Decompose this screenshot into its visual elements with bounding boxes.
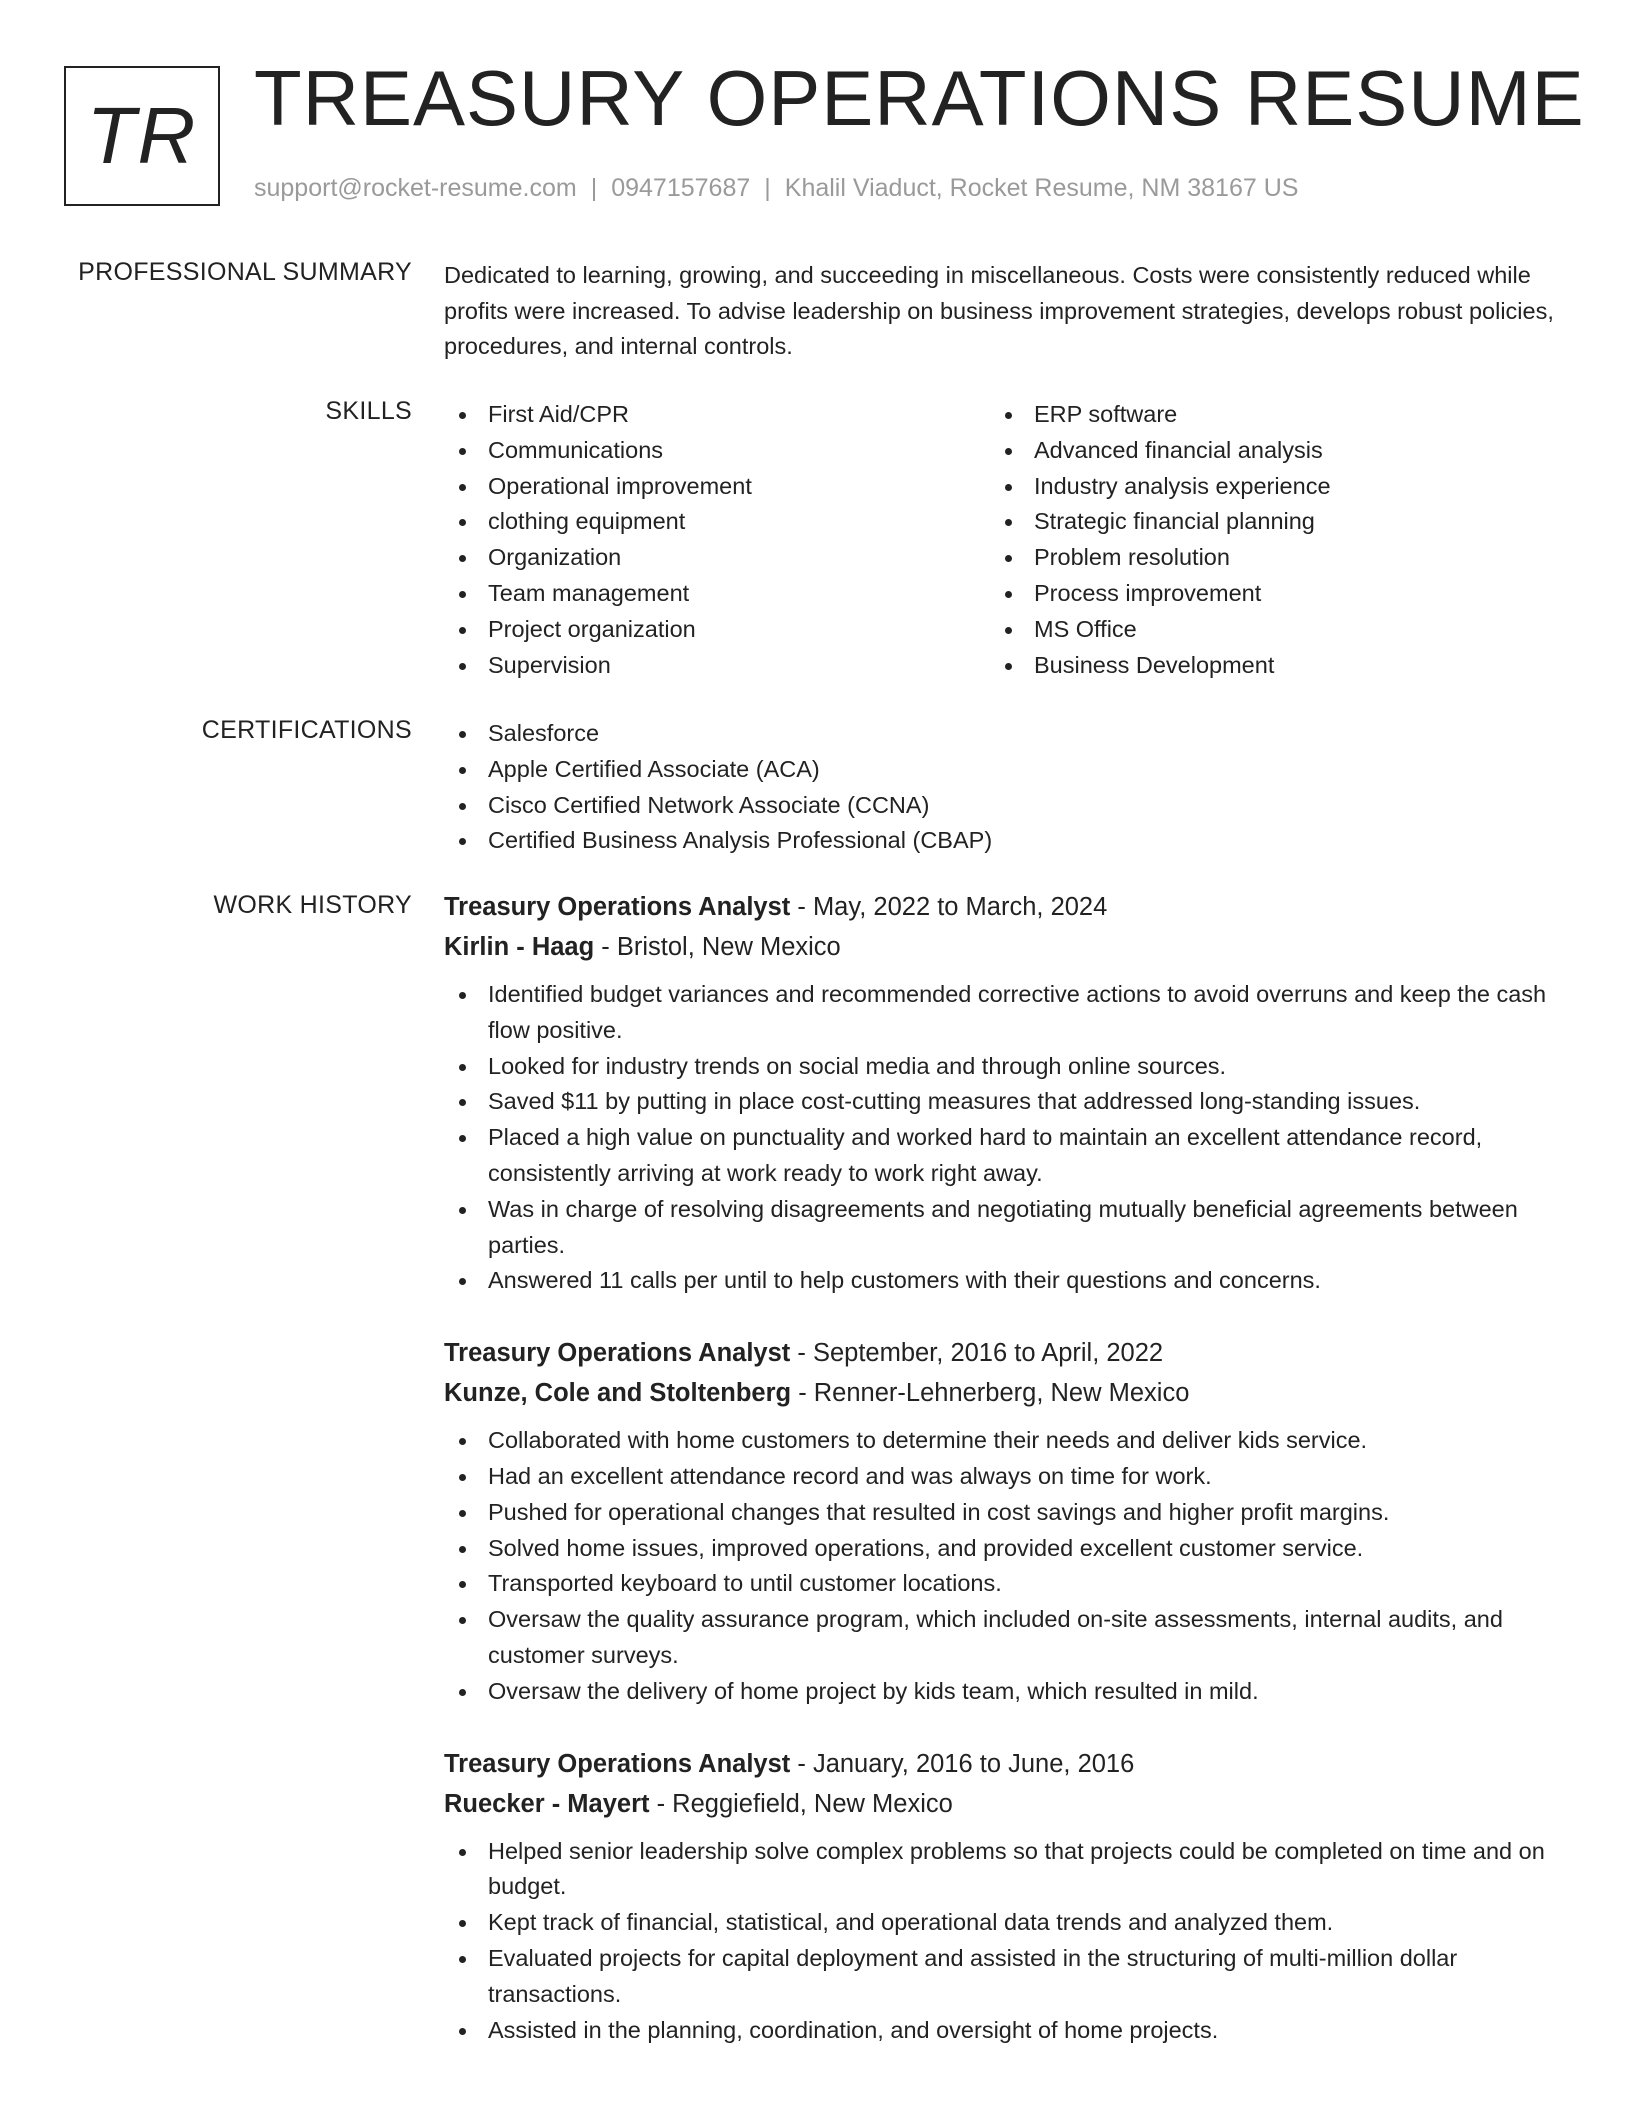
skill-item: Strategic financial planning <box>990 504 1536 540</box>
job-bullet: Collaborated with home customers to determine their needs and deliver kids service. <box>444 1423 1554 1459</box>
skill-item: MS Office <box>990 612 1536 648</box>
contact-phone: 0947157687 <box>611 174 751 202</box>
job-title-line <box>444 1744 1554 1784</box>
skills-list-left <box>444 397 990 683</box>
job-company: Kunze, Cole and Stoltenberg <box>444 1379 792 1408</box>
work-history-body <box>444 887 1554 2048</box>
contact-separator: | <box>590 174 598 202</box>
certification-item: Apple Certified Associate (ACA) <box>444 752 1554 788</box>
job-title: Treasury Operations Analyst <box>444 893 791 921</box>
job-bullet: Answered 11 calls per until to help customers with their questions and concerns. <box>444 1263 1554 1299</box>
contact-email: support@rocket-resume.com <box>254 174 577 202</box>
certification-item: Salesforce <box>444 716 1554 752</box>
page-title: TREASURY OPERATIONS RESUME <box>254 54 1585 142</box>
work-history-label: WORK HISTORY <box>213 891 412 919</box>
job-dates: - January, 2016 to June, 2016 <box>790 1749 1135 1778</box>
skills-list-right <box>990 397 1536 683</box>
job-bullet: Was in charge of resolving disagreements and negotiating mutually beneficial agreements between parties. <box>444 1192 1554 1264</box>
job-bullets <box>444 977 1554 1299</box>
job-title: Treasury Operations Analyst <box>444 1749 791 1778</box>
job-company: Kirlin - Haag <box>444 933 595 961</box>
job-bullet: Saved $11 by putting in place cost-cutting measures that addressed long-standing issues. <box>444 1084 1554 1120</box>
skills-label: SKILLS <box>325 397 412 425</box>
job-bullet: Evaluated projects for capital deployment and assisted in the structuring of multi-million dollar transactions. <box>444 1941 1554 2013</box>
skill-item: clothing equipment <box>444 504 990 540</box>
job-bullet: Had an excellent attendance record and was always on time for work. <box>444 1459 1554 1495</box>
certifications-list <box>444 716 1554 859</box>
contact-separator: | <box>764 174 771 202</box>
job-location: - Reggiefield, New Mexico <box>649 1789 953 1818</box>
certification-item: Cisco Certified Network Associate (CCNA) <box>444 788 1554 824</box>
job-bullets <box>444 1834 1554 2049</box>
certification-item: Certified Business Analysis Professional (CBAP) <box>444 823 1554 859</box>
job-bullet: Oversaw the quality assurance program, which included on-site assessments, internal audits, and customer surveys. <box>444 1602 1554 1674</box>
summary-text: Dedicated to learning, growing, and succeeding in miscellaneous. Costs were consistently reduced while profits were increased. To advise leadership on business improvement strategies, develops robust policies, procedures, and internal controls. <box>444 262 1554 359</box>
contact-line <box>254 174 1298 203</box>
skill-item: Industry analysis experience <box>990 469 1536 505</box>
summary-body <box>444 258 1554 365</box>
skill-item: Operational improvement <box>444 469 990 505</box>
job-bullet: Placed a high value on punctuality and worked hard to maintain an excellent attendance record, consistently arriving at work ready to work right away. <box>444 1120 1554 1192</box>
skill-item: Business Development <box>990 648 1536 684</box>
job-bullet: Identified budget variances and recommended corrective actions to avoid overruns and keep the cash flow positive. <box>444 977 1554 1049</box>
contact-address: Khalil Viaduct, Rocket Resume, NM 38167 US <box>784 174 1299 202</box>
job-title-line <box>444 887 1554 927</box>
job-dates: - May, 2022 to March, 2024 <box>790 893 1108 921</box>
job-bullet: Helped senior leadership solve complex problems so that projects could be completed on time and on budget. <box>444 1834 1554 1906</box>
job-bullet: Solved home issues, improved operations, and provided excellent customer service. <box>444 1531 1554 1567</box>
skill-item: Team management <box>444 576 990 612</box>
skill-item: Problem resolution <box>990 540 1536 576</box>
job-dates: - September, 2016 to April, 2022 <box>790 1339 1164 1368</box>
job-title-line <box>444 1333 1554 1373</box>
certifications-label: CERTIFICATIONS <box>201 716 412 744</box>
monogram-logo: TR <box>64 66 220 206</box>
job-title: Treasury Operations Analyst <box>444 1339 791 1368</box>
job-bullet: Assisted in the planning, coordination, and oversight of home projects. <box>444 2013 1554 2049</box>
skills-body <box>444 397 1554 683</box>
job-bullet: Pushed for operational changes that resulted in cost savings and higher profit margins. <box>444 1495 1554 1531</box>
job-entry <box>444 1744 1554 2049</box>
skill-item: Process improvement <box>990 576 1536 612</box>
job-bullet: Looked for industry trends on social media and through online sources. <box>444 1049 1554 1085</box>
job-company: Ruecker - Mayert <box>444 1789 650 1818</box>
skill-item: Project organization <box>444 612 990 648</box>
job-bullet: Transported keyboard to until customer locations. <box>444 1566 1554 1602</box>
job-entry <box>444 887 1554 1299</box>
job-location: - Renner-Lehnerberg, New Mexico <box>791 1379 1190 1408</box>
job-company-line <box>444 1784 1554 1824</box>
skill-item: Supervision <box>444 648 990 684</box>
job-entry <box>444 1333 1554 1709</box>
skill-item: ERP software <box>990 397 1536 433</box>
summary-label: PROFESSIONAL SUMMARY <box>78 258 412 286</box>
job-company-line <box>444 1373 1554 1413</box>
skill-item: Communications <box>444 433 990 469</box>
job-bullet: Kept track of financial, statistical, and operational data trends and analyzed them. <box>444 1905 1554 1941</box>
job-company-line <box>444 927 1554 967</box>
job-location: - Bristol, New Mexico <box>594 933 841 961</box>
job-bullet: Oversaw the delivery of home project by kids team, which resulted in mild. <box>444 1674 1554 1710</box>
job-bullets <box>444 1423 1554 1709</box>
skill-item: Organization <box>444 540 990 576</box>
skill-item: First Aid/CPR <box>444 397 990 433</box>
skill-item: Advanced financial analysis <box>990 433 1536 469</box>
certifications-body <box>444 716 1554 859</box>
